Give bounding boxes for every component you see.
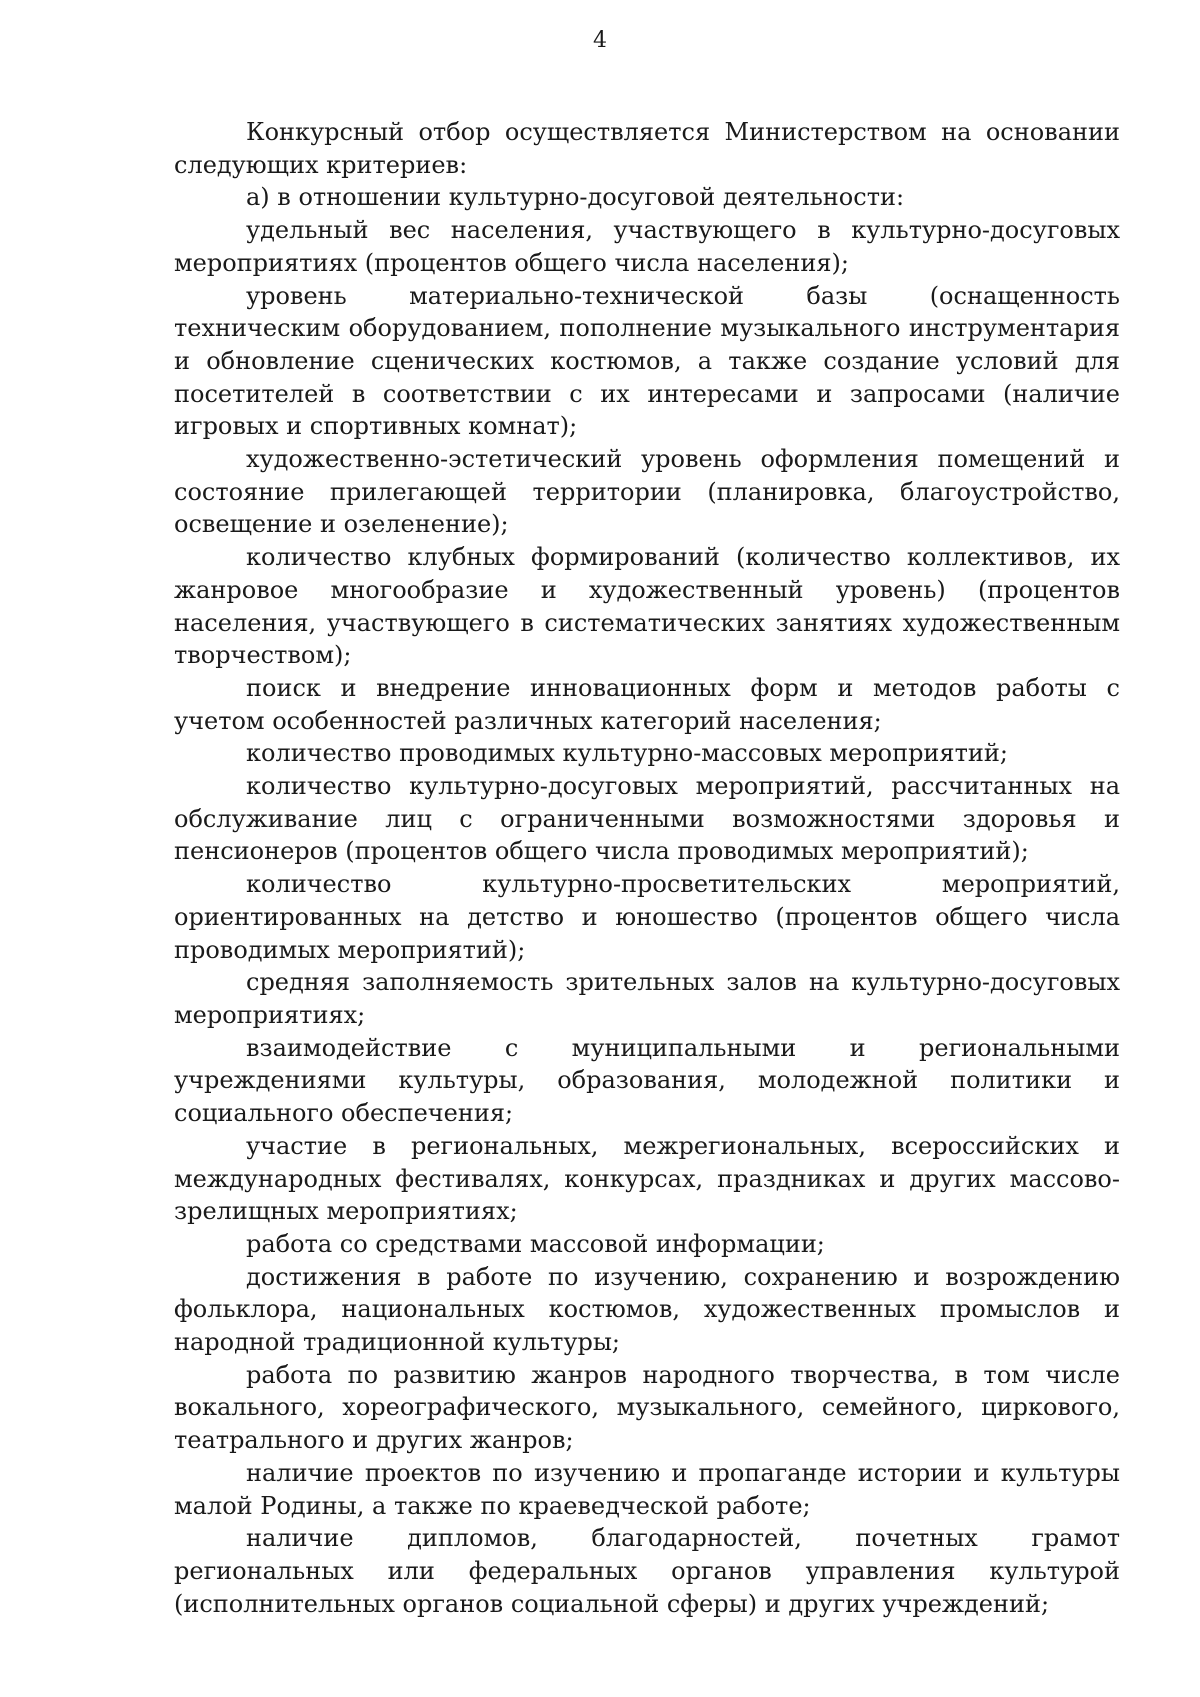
paragraph-criterion: количество культурно-просветительских мероприятий, ориентированных на детство и юношество (процентов общего числа проводимых мероприятий); xyxy=(174,870,1120,964)
paragraph-criterion: наличие проектов по изучению и пропаганде истории и культуры малой Родины, а также по краеведческой работе; xyxy=(174,1458,1120,1520)
paragraph-criterion: уровень материально-технической базы (оснащенность техническим оборудованием, пополнение музыкального инструментария и обновление сценических костюмов, а также создание условий для посетителей в соответствии с их интересами и запросами (наличие игровых и спортивных комнат); xyxy=(174,281,1120,441)
paragraph-criterion: работа со средствами массовой информации; xyxy=(246,1229,825,1258)
paragraph-criterion: поиск и внедрение инновационных форм и методов работы с учетом особенностей различных категорий населения; xyxy=(174,673,1120,735)
paragraph-criterion: участие в региональных, межрегиональных, всероссийских и международных фестивалях, конкурсах, праздниках и других массово-зрелищных мероприятиях; xyxy=(174,1131,1120,1226)
paragraph-criterion: удельный вес населения, участвующего в культурно-досуговых мероприятиях (процентов общего числа населения); xyxy=(174,216,1120,277)
paragraph-criterion: средняя заполняемость зрительных залов на культурно-досуговых мероприятиях; xyxy=(174,968,1120,1029)
paragraph-criterion: достижения в работе по изучению, сохранению и возрождению фольклора, национальных костюмов, художественных промыслов и народной традиционной культуры; xyxy=(174,1262,1120,1357)
page-number: 4 xyxy=(593,28,607,53)
paragraph-criterion: художественно-эстетический уровень оформления помещений и состояние прилегающей территории (планировка, благоустройство, освещение и озеленение); xyxy=(174,445,1120,539)
paragraph-criterion: количество клубных формирований (количество коллективов, их жанровое многообразие и художественный уровень) (процентов населения, участвующего в систематических занятиях художественным творчеством); xyxy=(174,543,1120,670)
document-body xyxy=(174,116,1120,1620)
paragraph-intro: Конкурсный отбор осуществляется Министерством на основании следующих критериев: xyxy=(174,118,1120,179)
paragraph-criterion: количество культурно-досуговых мероприятий, рассчитанных на обслуживание лиц с ограниченными возможностями здоровья и пенсионеров (процентов общего числа проводимых мероприятий); xyxy=(174,772,1120,866)
paragraph-criterion: количество проводимых культурно-массовых мероприятий; xyxy=(246,739,1008,768)
paragraph-criterion: взаимодействие с муниципальными и региональными учреждениями культуры, образования, молодежной политики и социального обеспечения; xyxy=(174,1033,1120,1128)
paragraph-criterion: работа по развитию жанров народного творчества, в том числе вокального, хореографического, музыкального, семейного, циркового, театрального и других жанров; xyxy=(174,1360,1120,1455)
paragraph-section-a: а) в отношении культурно-досуговой деятельности: xyxy=(246,183,905,212)
paragraph-criterion: наличие дипломов, благодарностей, почетных грамот региональных или федеральных органов управления культурой (исполнительных органов социальной сферы) и других учреждений; xyxy=(174,1524,1120,1618)
